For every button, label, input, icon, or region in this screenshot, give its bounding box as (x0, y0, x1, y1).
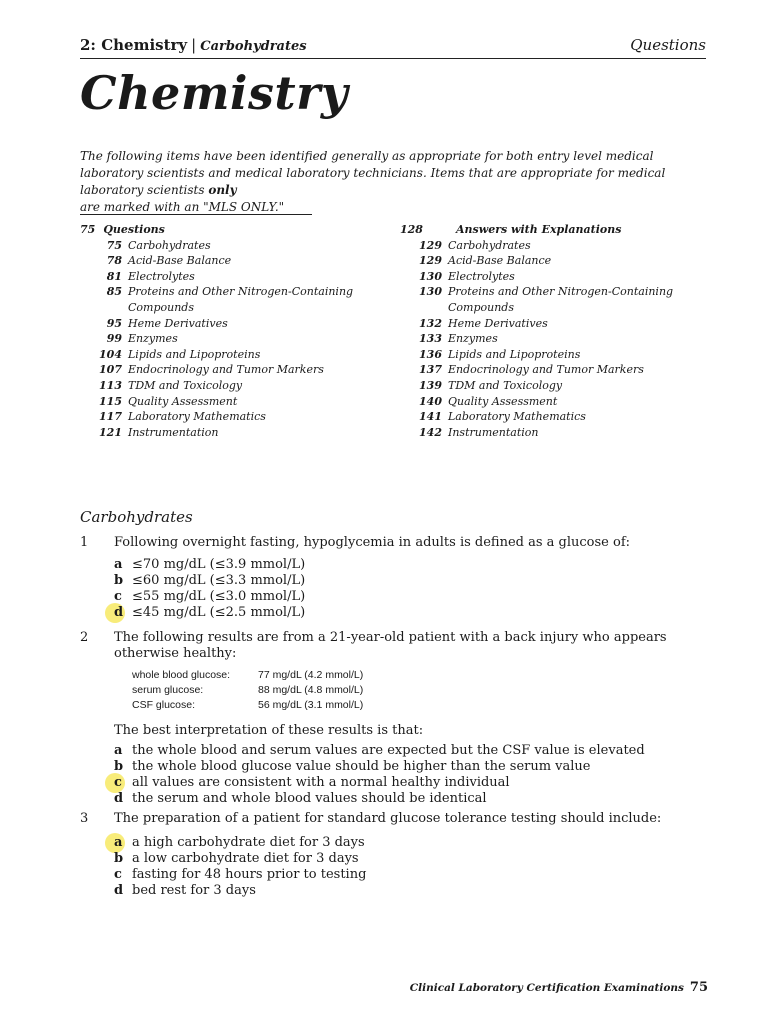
option-text: the whole blood glucose value should be higher than the serum value (132, 759, 591, 774)
answer-option-c (114, 775, 710, 791)
question-prompt: The best interpretation of these results is that: (114, 723, 424, 738)
page-title: Chemistry (80, 66, 349, 120)
option-text: the serum and whole blood values should be identical (132, 791, 487, 806)
toc-item (80, 378, 390, 394)
toc-item-page: 140 (419, 394, 442, 408)
toc-item (400, 347, 700, 363)
toc-item (80, 425, 390, 441)
option-letter: a (114, 835, 123, 850)
answer-option-a (114, 835, 710, 851)
toc-item (80, 362, 390, 378)
toc-item-label: Enzymes (128, 332, 178, 346)
question-3 (80, 811, 710, 899)
answer-option-c (114, 589, 710, 605)
answer-option-d (114, 605, 710, 621)
toc-item-page: 130 (419, 285, 442, 299)
option-text: fasting for 48 hours prior to testing (132, 867, 367, 882)
toc-item (80, 347, 390, 363)
toc-item-label: Laboratory Mathematics (128, 410, 266, 424)
option-text: ≤60 mg/dL (≤3.3 mmol/L) (132, 573, 306, 588)
toc-item (80, 269, 390, 285)
toc-item (400, 362, 700, 378)
section-label: Questions (630, 36, 706, 54)
toc-item-page: 142 (419, 425, 442, 439)
page-footer (410, 980, 708, 995)
option-list (114, 743, 710, 807)
option-text: ≤70 mg/dL (≤3.9 mmol/L) (132, 557, 306, 572)
option-list (114, 557, 710, 621)
chapter-heading (80, 36, 307, 54)
option-letter: c (114, 775, 122, 790)
toc-item-label: Quality Assessment (448, 394, 558, 408)
toc-item (80, 284, 390, 315)
question-stem: Following overnight fasting, hypoglycemia in adults is defined as a glucose of: (114, 535, 631, 550)
toc-item-label: Enzymes (448, 332, 498, 346)
toc-item-label: Acid-Base Balance (448, 254, 552, 268)
toc-item-page: 136 (419, 347, 442, 361)
lab-result-value: 77 mg/dL (4.2 mmol/L) (258, 669, 364, 681)
toc-item-label: Endocrinology and Tumor Markers (448, 363, 644, 377)
answer-option-b (114, 573, 710, 589)
section-title: Carbohydrates (80, 508, 193, 526)
toc-item-label: Quality Assessment (128, 394, 238, 408)
toc-item-label: Instrumentation (448, 425, 539, 439)
toc-item-page: 104 (99, 347, 122, 361)
lab-result-name: CSF glucose: (132, 699, 196, 711)
answer-option-b (114, 759, 710, 775)
answer-option-d (114, 791, 710, 807)
toc-item-label: Instrumentation (128, 425, 219, 439)
toc-heading (80, 222, 390, 238)
toc-item-label: TDM and Toxicology (128, 378, 243, 392)
option-letter: b (114, 851, 124, 866)
question-number: 1 (80, 535, 89, 550)
intro-paragraph (80, 148, 710, 216)
toc-item (400, 394, 700, 410)
toc-item-page: 139 (419, 378, 442, 392)
page-number: 75 (689, 980, 708, 995)
lab-result-row (132, 668, 710, 683)
running-header (80, 36, 706, 59)
book-title: Clinical Laboratory Certification Examinations (409, 982, 684, 994)
toc-item (400, 409, 700, 425)
option-letter: a (114, 743, 123, 758)
toc-item-label: Lipids and Lipoproteins (128, 347, 261, 361)
toc-item-page: 81 (106, 269, 122, 283)
answer-option-a (114, 557, 710, 573)
answer-option-c (114, 867, 710, 883)
answer-option-b (114, 851, 710, 867)
option-text: a low carbohydrate diet for 3 days (132, 851, 359, 866)
question-number: 3 (80, 811, 89, 826)
toc-item-page: 141 (419, 410, 442, 424)
option-letter: b (114, 759, 124, 774)
toc-item-page: 129 (419, 238, 442, 252)
toc-questions (80, 222, 390, 440)
option-text: a high carbohydrate diet for 3 days (132, 835, 365, 850)
option-letter: d (114, 605, 124, 620)
option-text: ≤55 mg/dL (≤3.0 mmol/L) (132, 589, 306, 604)
toc-item-label: Heme Derivatives (448, 316, 548, 330)
option-text: all values are consistent with a normal healthy individual (132, 775, 510, 790)
option-letter: c (114, 867, 122, 882)
answer-option-d (114, 883, 710, 899)
toc-item-label: Proteins and Other Nitrogen-Containing Compounds (128, 285, 354, 314)
toc-item (80, 394, 390, 410)
toc-item (400, 331, 700, 347)
toc-item-label: Lipids and Lipoproteins (448, 347, 581, 361)
toc-item (400, 378, 700, 394)
lab-result-name: whole blood glucose: (132, 669, 231, 681)
toc-item (400, 425, 700, 441)
intro-emphasis: only (208, 183, 237, 197)
toc-item (400, 238, 700, 254)
toc-item-label: Electrolytes (448, 269, 515, 283)
answer-option-a (114, 743, 710, 759)
question-stem: The following results are from a 21-year-old patient with a back injury who appears otherwise healthy: (114, 630, 667, 661)
toc-item (80, 316, 390, 332)
toc-heading-label: Questions (103, 223, 165, 236)
toc-item-page: 133 (419, 332, 442, 346)
lab-results (132, 668, 710, 713)
toc-item (400, 316, 700, 332)
lab-result-row (132, 698, 710, 713)
toc-item-page: 78 (106, 254, 122, 268)
toc-heading-page: 75 (80, 223, 96, 236)
toc-heading-label: Answers with Explanations (456, 223, 622, 236)
toc-item (400, 253, 700, 269)
toc-item-page: 85 (106, 285, 122, 299)
question-2 (80, 630, 710, 807)
intro-text: The following items have been identified generally as appropriate for both entry level medical laboratory scientists and medical laboratory technicians. Items that are appropriate for medical laboratory scientists (80, 149, 666, 197)
question-number: 2 (80, 630, 89, 645)
toc-item-page: 107 (99, 363, 122, 377)
header-separator: | (191, 36, 197, 54)
lab-result-value: 88 mg/dL (4.8 mmol/L) (258, 684, 364, 696)
option-letter: d (114, 883, 124, 898)
chapter-label: 2: Chemistry (80, 36, 188, 54)
toc-item (80, 331, 390, 347)
toc-item-page: 75 (106, 238, 122, 252)
toc-item-page: 130 (419, 269, 442, 283)
lab-result-name: serum glucose: (132, 684, 204, 696)
toc-item-page: 132 (419, 316, 442, 330)
toc-item-page: 121 (99, 425, 122, 439)
lab-result-row (132, 683, 710, 698)
toc-item-page: 99 (106, 332, 122, 346)
lab-result-value: 56 mg/dL (3.1 mmol/L) (258, 699, 364, 711)
toc-item-label: Heme Derivatives (128, 316, 228, 330)
toc-item-label: Proteins and Other Nitrogen-Containing Compounds (448, 285, 674, 314)
toc-item-label: Acid-Base Balance (128, 254, 232, 268)
toc-item-label: Electrolytes (128, 269, 195, 283)
toc-item (80, 409, 390, 425)
option-letter: a (114, 557, 123, 572)
option-letter: c (114, 589, 122, 604)
chapter-subtitle: Carbohydrates (200, 39, 307, 54)
toc-item-page: 129 (419, 254, 442, 268)
toc-item-page: 117 (99, 410, 122, 424)
question-1 (80, 535, 710, 621)
toc-answers (400, 222, 700, 440)
toc-heading-page: 128 (400, 223, 423, 236)
toc-item-page: 95 (106, 316, 122, 330)
toc-item (80, 253, 390, 269)
toc-item-page: 113 (99, 378, 122, 392)
toc-item (400, 269, 700, 285)
question-stem: The preparation of a patient for standard glucose tolerance testing should include: (114, 811, 662, 826)
option-list (114, 835, 710, 899)
toc-item-label: Carbohydrates (128, 238, 211, 252)
option-text: the whole blood and serum values are expected but the CSF value is elevated (132, 743, 645, 758)
toc-item-label: Carbohydrates (448, 238, 531, 252)
option-text: bed rest for 3 days (132, 883, 256, 898)
intro-tail: are marked with an "MLS ONLY." (80, 200, 312, 215)
toc-heading (400, 222, 700, 238)
toc-item-page: 115 (99, 394, 122, 408)
toc-item (80, 238, 390, 254)
option-text: ≤45 mg/dL (≤2.5 mmol/L) (132, 605, 306, 620)
toc-item-page: 137 (419, 363, 442, 377)
toc-item-label: Endocrinology and Tumor Markers (128, 363, 324, 377)
toc-item (400, 284, 700, 315)
toc-item-label: Laboratory Mathematics (448, 410, 586, 424)
option-letter: b (114, 573, 124, 588)
toc-item-label: TDM and Toxicology (448, 378, 563, 392)
option-letter: d (114, 791, 124, 806)
